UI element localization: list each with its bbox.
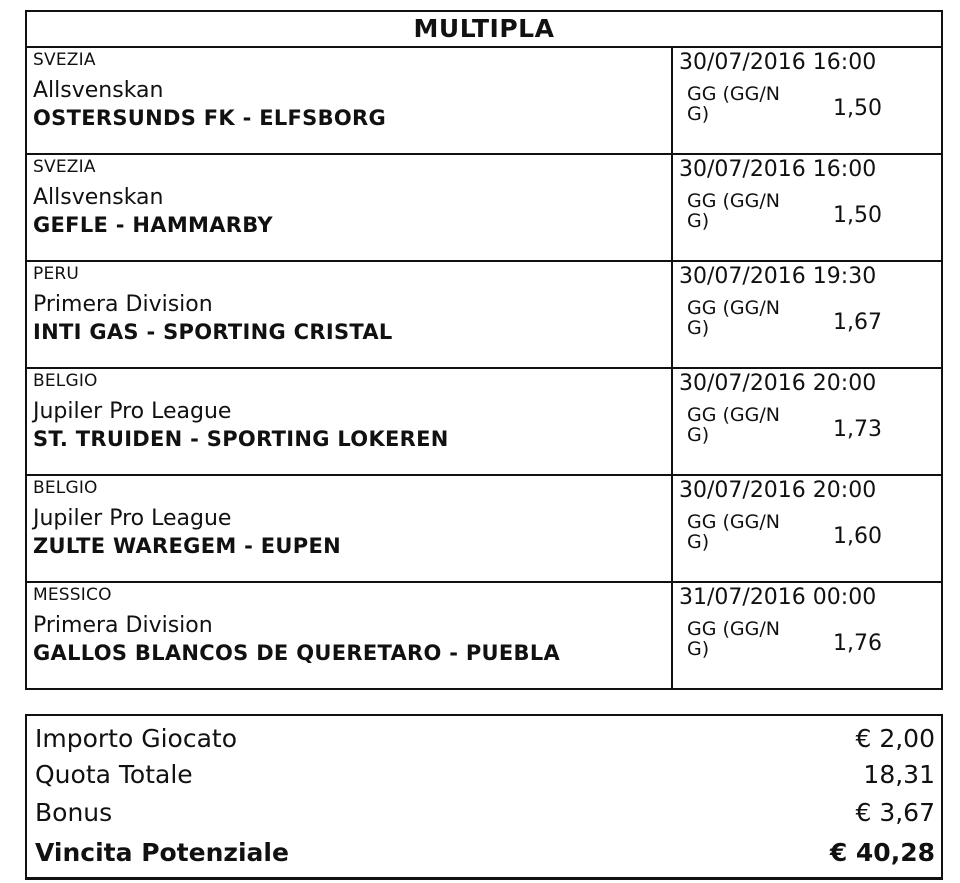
bet-market: GG (GG/NG) [687, 404, 780, 446]
event-info [27, 476, 673, 581]
league: Primera Division [33, 292, 213, 317]
bet-row [27, 262, 941, 369]
potential-win-label: Vincita Potenziale [35, 838, 289, 867]
event-info [27, 155, 673, 260]
bet-row [27, 155, 941, 262]
bet-info [673, 583, 941, 690]
event-info [27, 369, 673, 474]
event-datetime: 30/07/2016 16:00 [679, 50, 877, 75]
match-name: GEFLE - HAMMARBY [33, 213, 273, 237]
country: SVEZIA [33, 50, 96, 70]
total-odds-value: 18,31 [863, 760, 935, 789]
bet-row [27, 476, 941, 583]
odds-value: 1,50 [833, 203, 882, 228]
country: BELGIO [33, 478, 98, 498]
stake-line [27, 724, 941, 762]
league: Jupiler Pro League [33, 506, 232, 531]
bet-info [673, 155, 941, 260]
bet-info [673, 262, 941, 367]
potential-win-value: € 40,28 [829, 838, 935, 867]
event-datetime: 30/07/2016 20:00 [679, 371, 877, 396]
match-name: INTI GAS - SPORTING CRISTAL [33, 320, 393, 344]
bet-row [27, 48, 941, 155]
league: Primera Division [33, 613, 213, 638]
event-info [27, 48, 673, 153]
stake-value: € 2,00 [855, 724, 935, 753]
event-datetime: 30/07/2016 19:30 [679, 264, 877, 289]
bonus-value: € 3,67 [855, 798, 935, 827]
country: MESSICO [33, 585, 112, 605]
stake-label: Importo Giocato [35, 724, 237, 753]
bet-info [673, 48, 941, 153]
potential-win-line [27, 838, 941, 876]
odds-value: 1,60 [833, 524, 882, 549]
bet-market: GG (GG/NG) [687, 511, 780, 553]
event-info [27, 262, 673, 367]
odds-value: 1,76 [833, 631, 882, 656]
bet-row [27, 369, 941, 476]
league: Allsvenskan [33, 185, 164, 210]
country: BELGIO [33, 371, 98, 391]
match-name: ST. TRUIDEN - SPORTING LOKEREN [33, 427, 449, 451]
match-name: OSTERSUNDS FK - ELFSBORG [33, 106, 387, 130]
total-odds-line [27, 760, 941, 798]
country: PERU [33, 264, 80, 284]
event-datetime: 30/07/2016 16:00 [679, 157, 877, 182]
event-info [27, 583, 673, 690]
league: Jupiler Pro League [33, 399, 232, 424]
event-datetime: 30/07/2016 20:00 [679, 478, 877, 503]
bonus-line [27, 798, 941, 836]
bet-slip [25, 10, 943, 690]
bet-market: GG (GG/NG) [687, 83, 780, 125]
match-name: GALLOS BLANCOS DE QUERETARO - PUEBLA [33, 641, 561, 665]
match-name: ZULTE WAREGEM - EUPEN [33, 534, 341, 558]
event-datetime: 31/07/2016 00:00 [679, 585, 877, 610]
bet-row [27, 583, 941, 690]
country: SVEZIA [33, 157, 96, 177]
bet-market: GG (GG/NG) [687, 190, 780, 232]
slip-summary [25, 714, 943, 880]
bet-market: GG (GG/NG) [687, 618, 780, 660]
odds-value: 1,67 [833, 310, 882, 335]
odds-value: 1,50 [833, 96, 882, 121]
total-odds-label: Quota Totale [35, 760, 193, 789]
odds-value: 1,73 [833, 417, 882, 442]
bet-market: GG (GG/NG) [687, 297, 780, 339]
slip-title: MULTIPLA [27, 12, 941, 48]
league: Allsvenskan [33, 78, 164, 103]
bonus-label: Bonus [35, 798, 113, 827]
bet-info [673, 476, 941, 581]
bet-info [673, 369, 941, 474]
